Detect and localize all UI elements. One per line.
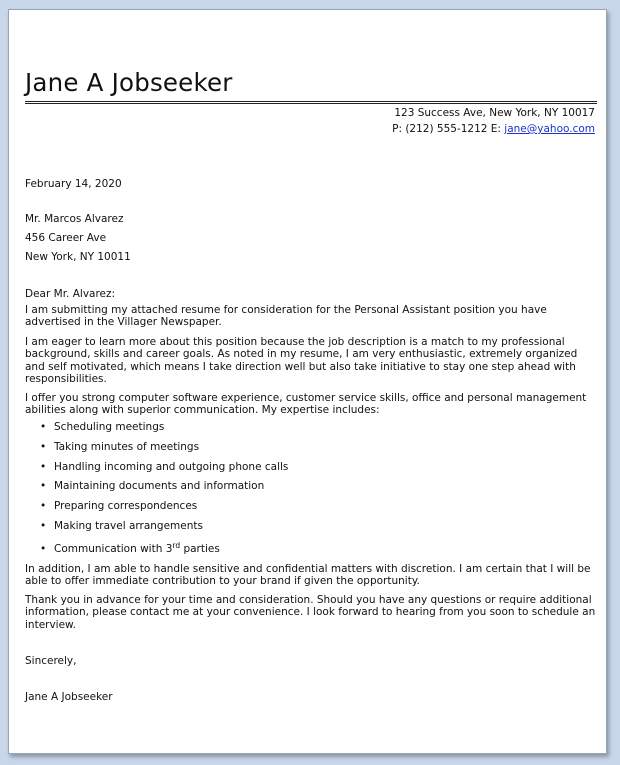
letter-date: February 14, 2020 <box>25 178 122 190</box>
header-rule-bottom <box>25 103 597 104</box>
sender-name: Jane A Jobseeker <box>25 68 233 97</box>
list-item: • Handling incoming and outgoing phone calls <box>37 461 288 481</box>
sender-address: 123 Success Ave, New York, NY 10017 <box>394 107 595 119</box>
paragraph-intro: I am submitting my attached resume for consideration for the Personal Assistant position you have advertised in the Villager Newspaper. <box>25 304 547 329</box>
paragraph-addition: In addition, I am able to handle sensitive and confidential matters with discretion. I am certain that I will be able to offer immediate contribution to your brand if given the opportunity. <box>25 563 591 588</box>
list-item: • Taking minutes of meetings <box>37 441 288 461</box>
list-item-text-end: parties <box>180 542 220 555</box>
list-item <box>37 540 288 563</box>
signature: Jane A Jobseeker <box>25 691 113 703</box>
paragraph-interest: I am eager to learn more about this position because the job description is a match to my professional background, skills and career goals. As noted in my resume, I am very enthusiastic, extremely organized and self motivated, which means I take direction well but also take initiative to stay one step ahead with responsibilities. <box>25 336 578 386</box>
list-item-text: Communication with 3 <box>54 542 173 555</box>
list-item: • Preparing correspondences <box>37 500 288 520</box>
paragraph-offer: I offer you strong computer software experience, customer service skills, office and personal management abilities along with superior communication. My expertise includes: <box>25 392 587 417</box>
list-item: • Scheduling meetings <box>37 421 288 441</box>
header-rule-top <box>25 101 597 102</box>
letter-page <box>8 9 607 754</box>
phone-line: P: (212) 555-1212 E: <box>392 123 505 135</box>
recipient-street: 456 Career Ave <box>25 232 107 244</box>
salutation: Dear Mr. Alvarez: <box>25 288 116 300</box>
email-link[interactable]: jane@yahoo.com <box>504 123 595 135</box>
ordinal-suffix: rd <box>172 540 181 550</box>
sender-contact <box>392 123 595 135</box>
expertise-list <box>37 421 288 563</box>
signoff: Sincerely, <box>25 655 77 667</box>
paragraph-thanks: Thank you in advance for your time and consideration. Should you have any questions or require additional information, please contact me at your convenience. I look forward to hearing from you soon to schedule an interview. <box>25 594 596 631</box>
recipient-city: New York, NY 10011 <box>25 251 131 263</box>
list-item: • Maintaining documents and information <box>37 480 288 500</box>
recipient-name: Mr. Marcos Alvarez <box>25 213 124 225</box>
list-item: • Making travel arrangements <box>37 520 288 540</box>
